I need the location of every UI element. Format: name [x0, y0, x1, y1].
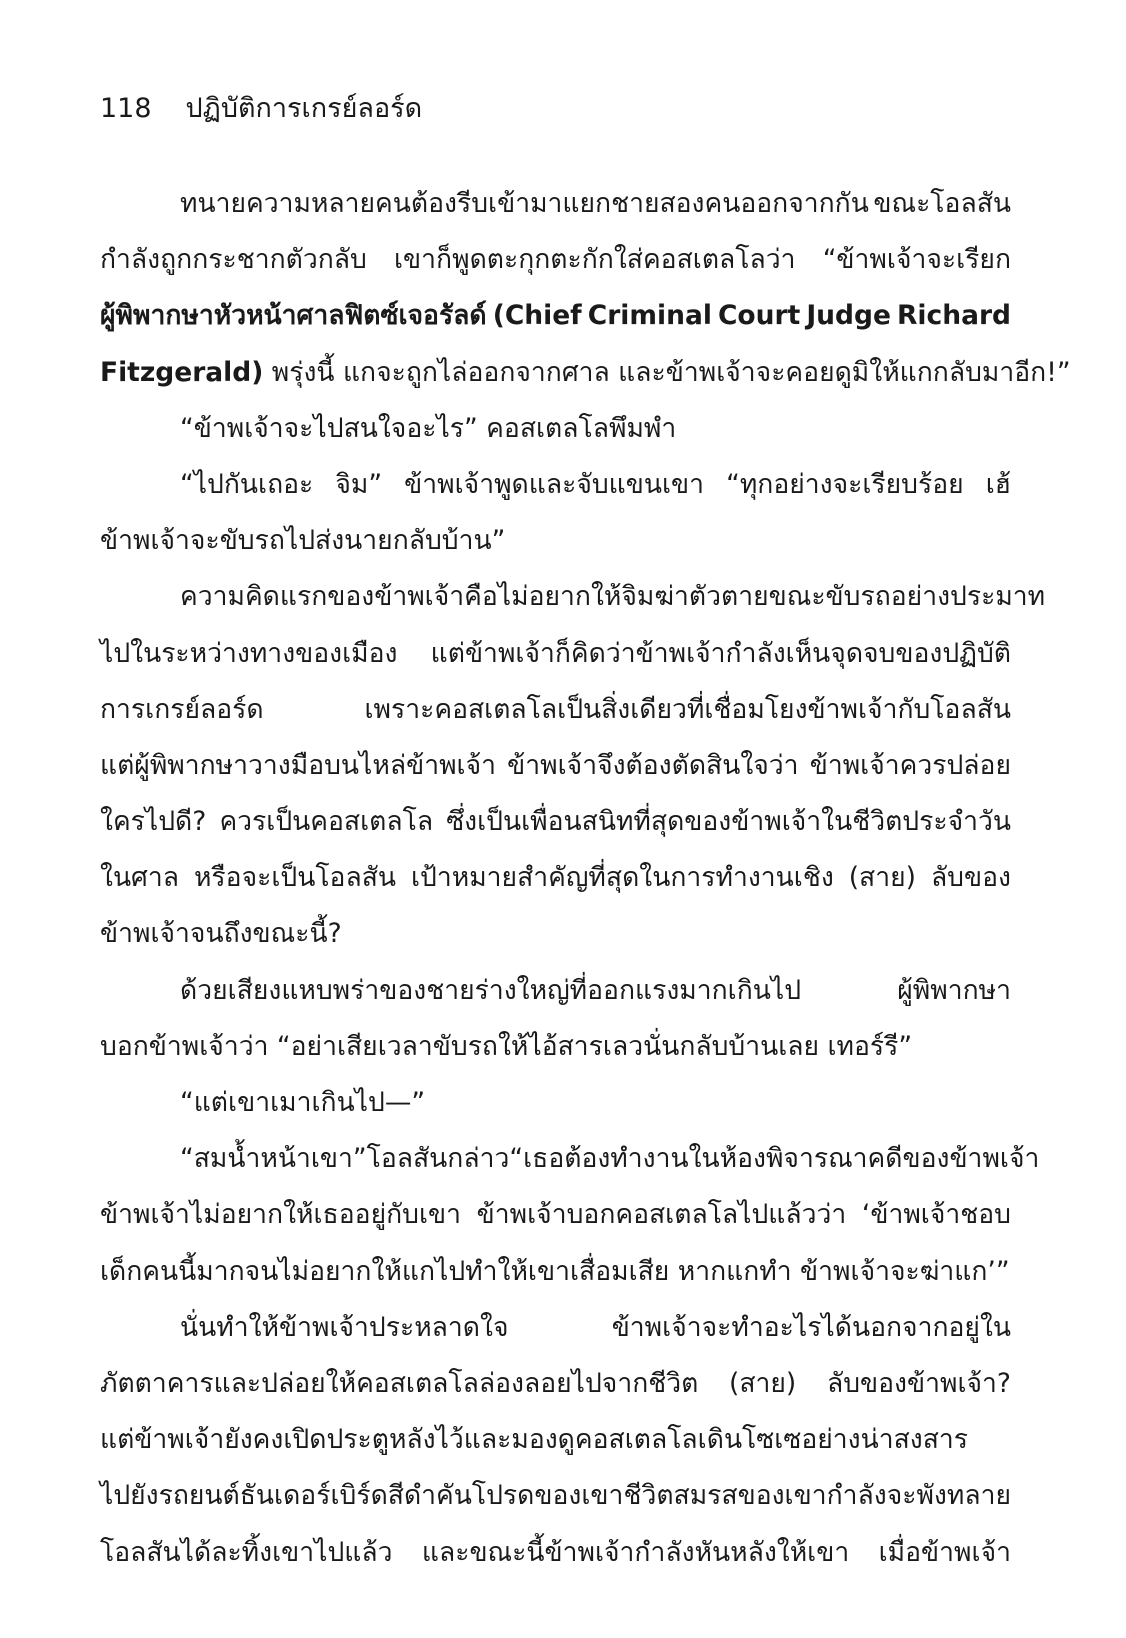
text-word: ผู้พิพากษา — [897, 974, 1011, 1006]
text-line — [100, 1300, 1011, 1356]
text-word: “เธอต้องทำงานในห้องพิจารณาคดีของข้าพเจ้า — [509, 1143, 1040, 1175]
text-word: แต่ข้าพเจ้ายังคงเปิดประตูหลังไว้และมองดูคอสเตลโลเดินโซเซอย่างน่าสงสาร — [100, 1424, 968, 1456]
text-word: “ไปกันเถอะ — [180, 468, 314, 500]
text-word: เพราะคอสเตลโลเป็นสิ่งเดียวที่เชื่อมโยงข้าพเจ้ากับโอลสัน — [364, 693, 1011, 725]
text-run: ข้าพเจ้าจนถึงขณะนี้? — [100, 918, 342, 950]
text-word: ในศาล — [100, 862, 179, 894]
text-word: และขณะนี้ข้าพเจ้ากำลังหันหลังให้เขา — [421, 1536, 850, 1568]
text-line — [100, 1019, 1011, 1075]
text-word: ความคิดแรกของข้าพเจ้าคือไม่อยากให้จิมฆ่าตัวตายขณะขับรถอย่างประมาท — [180, 581, 1046, 613]
text-line — [100, 1468, 1011, 1524]
text-word: หรือจะเป็นโอลสัน — [193, 862, 397, 894]
text-line — [100, 176, 1011, 232]
text-word: ภัตตาคารและปล่อยให้คอสเตลโลล่องลอยไปจากชีวิต — [100, 1367, 699, 1399]
text-word: ใครไปดี? — [100, 806, 207, 838]
text-word: (Chief — [492, 300, 582, 332]
text-run: “ข้าพเจ้าจะไปสนใจอะไร” คอสเตลโลพึมพำ — [180, 412, 677, 444]
text-word: ไปในระหว่างทางของเมือง — [100, 637, 398, 669]
text-line — [100, 626, 1011, 682]
text-line — [100, 963, 1011, 1019]
text-word: ชีวิตสมรสของเขากำลังจะพังทลาย — [623, 1480, 1011, 1512]
text-line — [100, 401, 1011, 457]
bold-text: Fitzgerald) — [100, 356, 264, 388]
text-line — [100, 1356, 1011, 1412]
text-line — [100, 1131, 1040, 1187]
text-word: ข้าพเจ้าพูดและจับแขนเขา — [404, 468, 705, 500]
body-text — [100, 176, 1071, 1581]
text-line — [100, 1525, 1011, 1581]
text-word: แต่ผู้พิพากษาวางมือบนไหล่ข้าพเจ้า — [100, 749, 497, 781]
text-word: Judge — [806, 300, 891, 332]
text-line — [100, 794, 1011, 850]
text-line — [100, 288, 1011, 344]
text-word: ควรเป็นคอสเตลโล — [219, 806, 434, 838]
text-run: เด็กคนนี้มากจนไม่อยากให้แกไปทำให้เขาเสื่อมเสีย หากแกทำ ข้าพเจ้าจะฆ่าแก’” — [100, 1255, 1010, 1287]
text-word: Criminal — [587, 300, 712, 332]
book-title: ปฏิบัติการเกรย์ลอร์ด — [185, 93, 423, 124]
text-line — [100, 738, 1011, 794]
page-number: 118 — [100, 93, 152, 124]
text-word: ข้าพเจ้าควรปล่อย — [809, 749, 1011, 781]
text-word: ผู้พิพากษาหัวหน้าศาลฟิตซ์เจอรัลด์ — [100, 300, 487, 332]
text-line — [100, 906, 1011, 962]
text-line — [100, 1187, 1011, 1243]
text-line — [100, 1075, 1011, 1131]
text-line — [100, 457, 1011, 513]
text-line — [100, 682, 1011, 738]
text-word: “ทุกอย่างจะเรียบร้อย — [726, 468, 964, 500]
text-word: “ข้าพเจ้าจะเรียก — [822, 244, 1011, 276]
text-word: ขณะโอลสัน — [873, 188, 1011, 219]
text-word: ด้วยเสียงแหบพร่าของชายร่างใหญ่ที่ออกแรงมากเกินไป — [180, 974, 802, 1006]
text-line — [100, 232, 1011, 288]
text-word: “สมน้ำหน้าเขา” — [180, 1143, 367, 1175]
text-word: Richard — [897, 300, 1011, 332]
text-word: ลับของ — [930, 862, 1011, 894]
text-run: ข้าพเจ้าจะขับรถไปส่งนายกลับบ้าน” — [100, 525, 506, 557]
text-word: ไปยังรถยนต์ธันเดอร์เบิร์ดสีดำคันโปรดของเขา — [100, 1480, 624, 1512]
text-line — [100, 513, 1011, 569]
text-word: ซึ่งเป็นเพื่อนสนิทที่สุดของข้าพเจ้าในชีวิตประจำวัน — [446, 806, 1011, 838]
text-word: นั่นทำให้ข้าพเจ้าประหลาดใจ — [180, 1311, 509, 1343]
text-line — [100, 345, 1071, 401]
text-word: การเกรย์ลอร์ด — [100, 693, 264, 725]
text-word: ข้าพเจ้าไม่อยากให้เธออยู่กับเขา — [100, 1199, 462, 1231]
text-word: จิม” — [335, 468, 383, 500]
text-line — [100, 569, 1046, 625]
text-word: โอลสันกล่าว — [366, 1143, 510, 1175]
text-line — [100, 850, 1011, 906]
text-run: บอกข้าพเจ้าว่า “อย่าเสียเวลาขับรถให้ไอ้สารเลวนั่นกลับบ้านเลย เทอร์รี” — [100, 1030, 913, 1062]
text-word: เมื่อข้าพเจ้า — [878, 1536, 1011, 1568]
text-word: (สาย) — [848, 862, 916, 894]
text-word: ข้าพเจ้าจะทำอะไรได้นอกจากอยู่ใน — [611, 1311, 1011, 1343]
text-word: ข้าพเจ้าบอกคอสเตลโลไปแล้วว่า — [476, 1199, 847, 1231]
text-word: ลับของข้าพเจ้า? — [826, 1367, 1011, 1399]
text-word: เขาก็พูดตะกุกตะกักใส่คอสเตลโลว่า — [394, 244, 796, 276]
text-word: กำลังถูกกระชากตัวกลับ — [100, 244, 367, 276]
text-word: เป้าหมายสำคัญที่สุดในการทำงานเชิง — [410, 862, 834, 894]
text-word: โอลสันได้ละทิ้งเขาไปแล้ว — [100, 1536, 393, 1568]
text-word: Court — [717, 300, 801, 332]
text-word: ข้าพเจ้าจึงต้องตัดสินใจว่า — [507, 749, 799, 781]
text-word: แต่ข้าพเจ้าก็คิดว่าข้าพเจ้ากำลังเห็นจุดจบของปฏิบัติ — [430, 637, 1011, 669]
text-line — [100, 1244, 1011, 1300]
text-run: พรุ่งนี้ แกจะถูกไล่ออกจากศาล และข้าพเจ้าจะคอยดูมิให้แกกลับมาอีก!” — [263, 356, 1071, 388]
text-run: “แต่เขาเมาเกินไป—” — [180, 1087, 426, 1118]
running-header — [100, 86, 422, 129]
text-line — [100, 1412, 1011, 1468]
text-word: ‘ข้าพเจ้าชอบ — [861, 1199, 1011, 1231]
text-word: ทนายความหลายคนต้องรีบเข้ามาแยกชายสองคนออกจากกัน — [180, 188, 869, 219]
text-word: (สาย) — [729, 1367, 797, 1399]
text-word: เฮ้ — [985, 468, 1011, 500]
